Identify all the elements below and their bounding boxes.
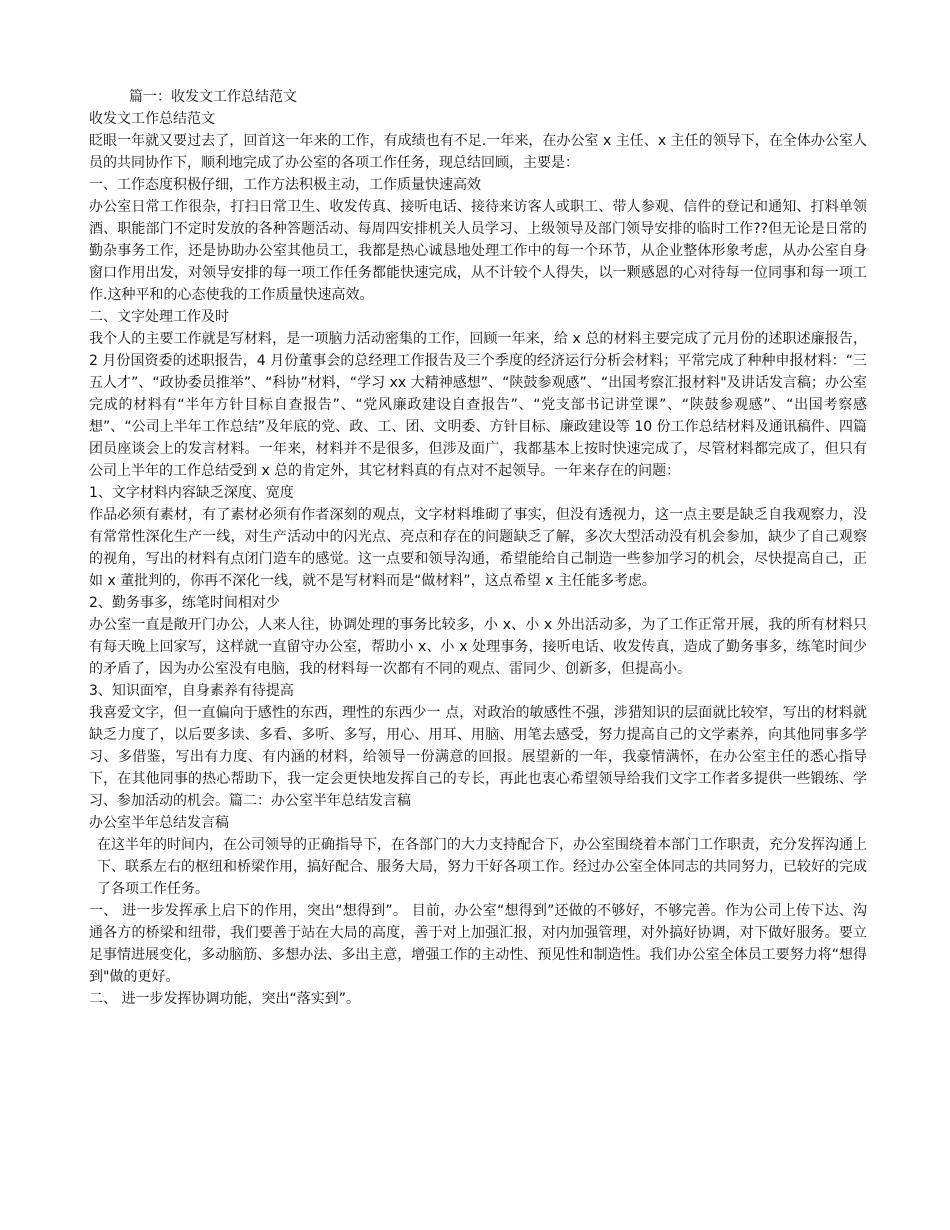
- subheading-3: 3、知识面窄，自身素养有待提高: [89, 683, 294, 699]
- section-heading-4: 二、 进一步发挥协调功能，突出“落实到”。: [89, 991, 360, 1007]
- article-title-1: 篇一：收发文工作总结范文: [129, 89, 297, 105]
- section-heading-1: 一、工作态度积极仔细，工作方法积极主动，工作质量快速高效: [89, 177, 481, 193]
- section-heading-2: 二、文字处理工作及时: [89, 309, 229, 325]
- paragraph-depth: 作品必须有素材，有了素材必须有作者深刻的观点，文字材料堆砌了事实，但没有透视力，这一点主要是缺乏自我观察力，没有常常性深化生产一线，对生产活动中的闪光点、亮点和存在的问题缺乏了解，多次大型活动没有机会参加，缺少了自己观察的视角，写出的材料有点闭门造车的感觉。这一点要和领导沟通，希望能给自己制造一些参加学习的机会，尽快提高自己，正如 x 董批判的，你再不深化一线，就不是写材料而是“做材料”，这点希望 x 主任能多考虑。: [89, 507, 867, 589]
- subheading-1: 1、文字材料内容缺乏深度、宽度: [89, 485, 294, 501]
- section-heading-3: 一、 进一步发挥承上启下的作用，突出“想得到”。 目前，办公室“想得到”还做的不够好，不够完善。作为公司上传下达、沟通各方的桥梁和纽带，我们要善于站在大局的高度，善于对上加强汇报，对内加强管理，对外搞好协调，对下做好服务。要立足事情进展变化，多动脑筋、多想办法、多出主意，增强工作的主动性、预见性和制造性。我们办公室全体员工要努力将“想得到"做的更好。: [89, 903, 867, 985]
- heading-2: 办公室半年总结发言稿: [89, 815, 229, 831]
- intro-paragraph: 眨眼一年就又要过去了，回首这一年来的工作，有成绩也有不足.一年来，在办公室 x 主任、x 主任的领导下，在全体办公室人员的共同协作下，顺利地完成了办公室的各项工作任务，现总结回顾，主要是：: [89, 133, 867, 171]
- heading-1: 收发文工作总结范文: [89, 111, 215, 127]
- paragraph-knowledge: 我喜爱文字，但一直偏向于感性的东西，理性的东西少一 点，对政治的敏感性不强，涉猎知识的层面就比较窄，写出的材料就缺乏力度了，以后要多读、多看、多听、多写，用心、用耳、用脑、用笔去感受，努力提高自己的文学素养，向其他同事多学习、多借鉴，写出有力度、有内涵的材料，给领导一份满意的回报。展望新的一年，我豪情满怀，在办公室主任的悉心指导下，在其他同事的热心帮助下，我一定会更快地发挥自己的专长，再此也衷心希望领导给我们文字工作者多提供一些锻练、学习、参加活动的机会。篇二：办公室半年总结发言稿: [89, 705, 867, 809]
- paragraph-writing: 我个人的主要工作就是写材料，是一项脑力活动密集的工作，回顾一年来，给 x 总的材料主要完成了元月份的述职述廉报告，2 月份国资委的述职报告，4 月份董事会的总经理工作报告及三个季度的经济运行分析会材料；平常完成了种种申报材料：“三五人才”、“政协委员推举”、“科协”材料，“学习 xx 大精神感想”、“陕鼓参观感”、“出国考察汇报材料"及讲话发言稿；办公室完成的材料有“半年方针目标自查报告”、“党风廉政建设自查报告”、“党支部书记讲堂课”、“陕鼓参观感”、“出国考察感想”、“公司上半年工作总结”及年底的党、政、工、团、文明委、方针目标、廉政建设等 10 份工作总结材料及通讯稿件、四篇团员座谈会上的发言材料。一年来，材料并不是很多，但涉及面广，我都基本上按时快速完成了，尽管材料都完成了，但只有公司上半年的工作总结受到 x 总的肯定外，其它材料真的有点对不起领导。一年来存在的问题：: [89, 331, 867, 479]
- document-body: [89, 86, 867, 1010]
- paragraph-daily-work: 办公室日常工作很杂，打扫日常卫生、收发传真、接听电话、接待来访客人或职工、带人参观、信件的登记和通知、打料单领酒、职能部门不定时发放的各种答题活动、每周四安排机关人员学习、上级领导及部门领导安排的临时工作??但无论是日常的勤杂事务工作，还是协助办公室其他员工，我都是热心诚恳地处理工作中的每一个环节，从企业整体形象考虑，从办公室自身窗口作用出发，对领导安排的每一项工作任务都能快速完成，从不计较个人得失，以一颗感恩的心对待每一位同事和每一项工作.这种平和的心态使我的工作质量快速高效。: [89, 199, 867, 303]
- paragraph-errands: 办公室一直是敞开门办公，人来人往，协调处理的事务比较多，小 x、小 x 外出活动多，为了工作正常开展，我的所有材料只有每天晚上回家写，这样就一直留守办公室，帮助小 x、小 x 处理事务，接听电话、收发传真，造成了勤务事多，练笔时间少的矛盾了，因为办公室没有电脑，我的材料每一次都有不同的观点、雷同少、创新多，但提高小。: [89, 617, 867, 677]
- subheading-2: 2、勤务事多，练笔时间相对少: [89, 595, 280, 611]
- paragraph-half-year: 在这半年的时间内，在公司领导的正确指导下，在各部门的大力支持配合下，办公室围绕着本部门工作职责，充分发挥沟通上下、联系左右的枢纽和桥梁作用，搞好配合、服务大局，努力干好各项工作。经过办公室全体同志的共同努力，已较好的完成了各项工作任务。: [97, 837, 867, 897]
